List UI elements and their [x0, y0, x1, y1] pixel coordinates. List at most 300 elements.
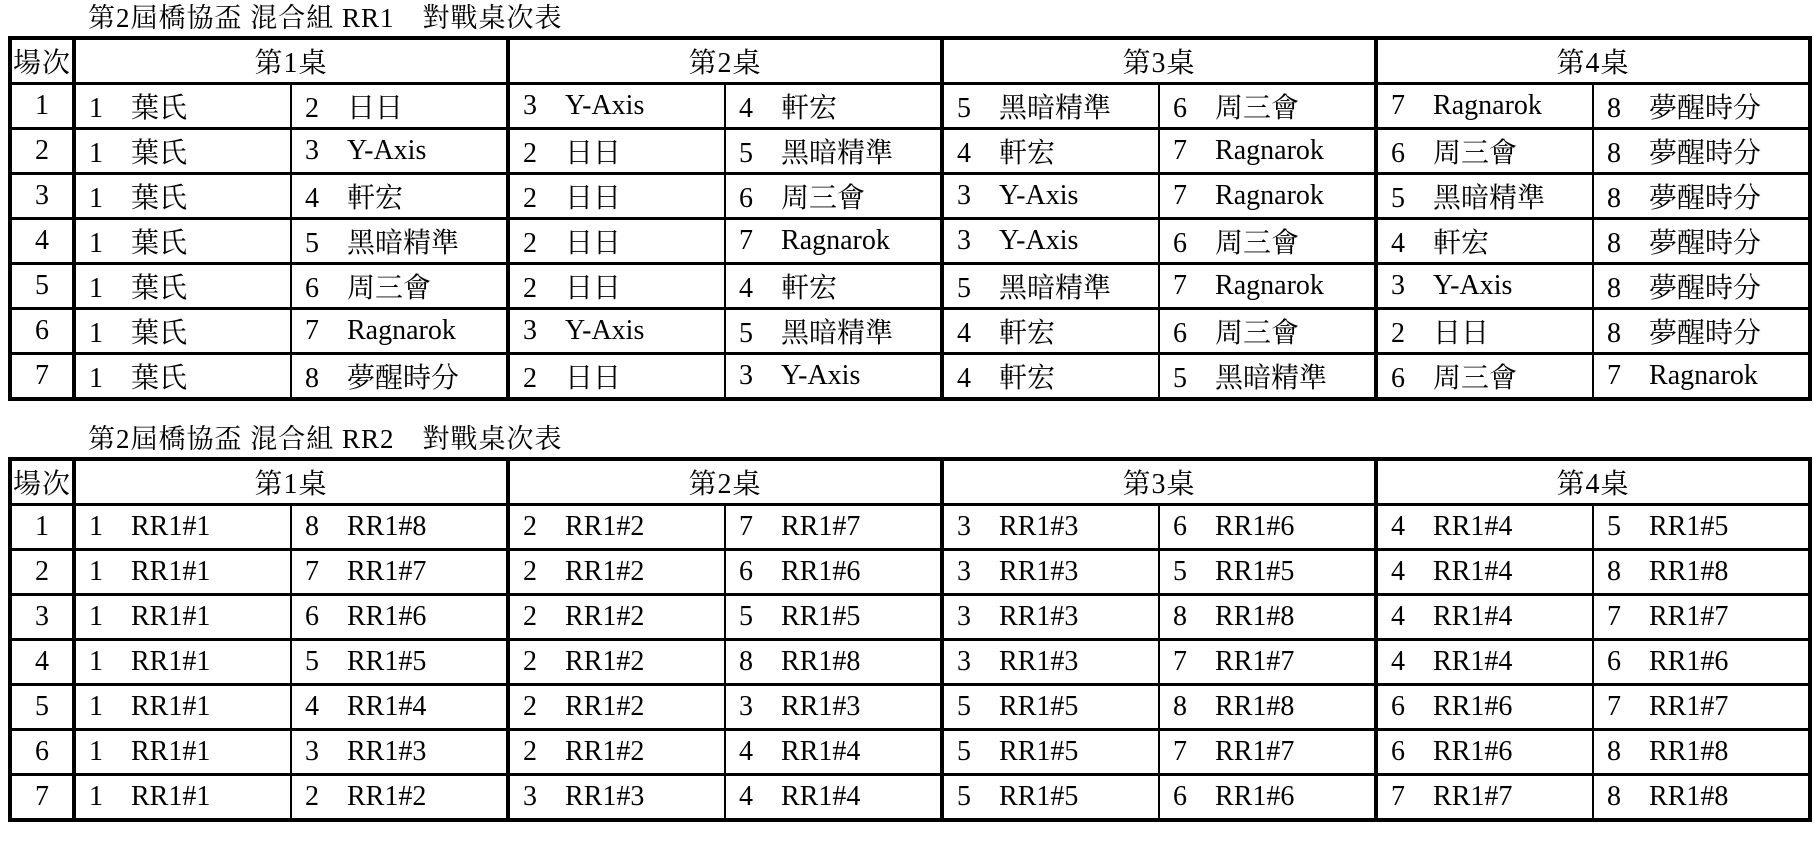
team-name: RR1#6: [1649, 646, 1729, 677]
seat-number: 7: [1607, 360, 1622, 391]
seat-number: 2: [523, 363, 538, 394]
team-name: RR1#8: [1649, 781, 1729, 812]
team-name: 日日: [565, 183, 622, 214]
seat-number: 8: [1607, 93, 1622, 124]
team-name: Y-Axis: [565, 90, 645, 121]
seat-cell: [1376, 595, 1593, 640]
seat-cell: [1376, 640, 1593, 685]
seat-cell: [74, 354, 291, 400]
team-name: 周三會: [1433, 138, 1518, 169]
seat-cell: [291, 685, 508, 730]
team-name: Ragnarok: [1215, 180, 1324, 211]
seat-cell: [1376, 775, 1593, 821]
seat-number: 4: [1391, 228, 1406, 259]
seat-number: 4: [957, 363, 972, 394]
team-name: RR1#1: [131, 691, 211, 722]
round-number: 1: [10, 505, 74, 550]
header-row: [10, 459, 1810, 505]
header-row: [10, 38, 1810, 84]
seat-cell: [725, 309, 942, 354]
seat-cell: [1159, 595, 1376, 640]
seat-number: 2: [523, 736, 538, 767]
seat-number: 2: [523, 183, 538, 214]
round-number: 2: [10, 550, 74, 595]
seat-cell: [508, 354, 725, 400]
seat-number: 7: [1173, 180, 1188, 211]
seat-cell: [291, 84, 508, 129]
schedule-row: [10, 309, 1810, 354]
seat-cell: [508, 264, 725, 309]
round-number: 7: [10, 775, 74, 821]
team-name: 日日: [565, 363, 622, 394]
team-name: RR1#8: [1649, 736, 1729, 767]
seat-number: 3: [739, 360, 754, 391]
team-name: Ragnarok: [1215, 270, 1324, 301]
seat-number: 8: [305, 511, 319, 542]
seat-number: 1: [89, 273, 103, 304]
team-name: Ragnarok: [781, 225, 890, 256]
seat-number: 6: [1173, 511, 1188, 542]
seat-number: 8: [1607, 273, 1622, 304]
team-name: 葉氏: [131, 183, 188, 214]
schedule-row: [10, 84, 1810, 129]
round-number: 5: [10, 264, 74, 309]
team-name: 軒宏: [781, 93, 838, 124]
schedule-row: [10, 595, 1810, 640]
seat-cell: [942, 309, 1159, 354]
seat-cell: [725, 84, 942, 129]
seat-number: 7: [305, 315, 319, 346]
seat-cell: [725, 174, 942, 219]
seat-cell: [1593, 219, 1810, 264]
team-name: 葉氏: [131, 138, 188, 169]
seat-cell: [291, 550, 508, 595]
seat-number: 1: [89, 736, 103, 767]
team-name: RR1#5: [781, 601, 861, 632]
seat-number: 6: [739, 183, 754, 214]
seat-number: 2: [523, 138, 538, 169]
team-name: RR1#2: [347, 781, 427, 812]
seat-number: 5: [739, 318, 754, 349]
seat-number: 7: [305, 556, 319, 587]
team-name: RR1#8: [1215, 601, 1295, 632]
seat-number: 1: [89, 228, 103, 259]
seat-number: 4: [739, 736, 754, 767]
seat-number: 1: [89, 93, 103, 124]
seat-cell: [942, 640, 1159, 685]
seat-cell: [1159, 550, 1376, 595]
seat-number: 8: [1607, 228, 1622, 259]
team-name: RR1#6: [1433, 736, 1513, 767]
seat-number: 1: [89, 691, 103, 722]
seat-cell: [508, 309, 725, 354]
seat-number: 4: [1391, 511, 1406, 542]
seat-cell: [942, 219, 1159, 264]
team-name: 日日: [347, 93, 404, 124]
team-name: 黑暗精準: [1215, 363, 1328, 394]
seat-number: 2: [1391, 318, 1406, 349]
seat-cell: [725, 505, 942, 550]
seat-cell: [1593, 129, 1810, 174]
seat-cell: [1593, 174, 1810, 219]
team-name: 夢醒時分: [1649, 318, 1762, 349]
team-name: 夢醒時分: [347, 363, 460, 394]
seat-cell: [1159, 309, 1376, 354]
seat-cell: [725, 640, 942, 685]
seat-cell: [74, 775, 291, 821]
seat-number: 2: [523, 646, 538, 677]
table2-header: 第2桌: [508, 38, 942, 84]
team-name: RR1#3: [999, 511, 1079, 542]
team-name: RR1#5: [999, 781, 1079, 812]
team-name: RR1#3: [999, 646, 1079, 677]
team-name: 軒宏: [999, 363, 1056, 394]
schedule-row: [10, 550, 1810, 595]
seat-number: 2: [305, 781, 319, 812]
schedule-table-rr2: [8, 457, 1812, 822]
team-name: Y-Axis: [781, 360, 861, 391]
table3-header: 第3桌: [942, 459, 1376, 505]
team-name: RR1#8: [1215, 691, 1295, 722]
team-name: RR1#5: [1215, 556, 1295, 587]
seat-number: 2: [523, 511, 538, 542]
seat-number: 8: [1607, 183, 1622, 214]
seat-number: 3: [957, 646, 972, 677]
seat-cell: [1593, 84, 1810, 129]
team-name: 黑暗精準: [999, 93, 1112, 124]
seat-number: 3: [957, 180, 972, 211]
team-name: RR1#1: [131, 556, 211, 587]
team-name: RR1#1: [131, 781, 211, 812]
round-column-header: 場次: [10, 459, 74, 505]
seat-cell: [508, 550, 725, 595]
round-number: 4: [10, 219, 74, 264]
seat-cell: [942, 730, 1159, 775]
team-name: RR1#6: [347, 601, 427, 632]
seat-number: 1: [89, 646, 103, 677]
round-number: 3: [10, 595, 74, 640]
team-name: RR1#8: [1649, 556, 1729, 587]
seat-number: 6: [739, 556, 754, 587]
seat-number: 6: [1391, 736, 1406, 767]
seat-number: 1: [89, 183, 103, 214]
team-name: 黑暗精準: [781, 138, 894, 169]
team-name: 夢醒時分: [1649, 93, 1762, 124]
seat-cell: [508, 595, 725, 640]
seat-cell: [74, 550, 291, 595]
seat-number: 5: [957, 736, 972, 767]
seat-number: 7: [1173, 270, 1188, 301]
seat-number: 4: [739, 93, 754, 124]
team-name: RR1#1: [131, 601, 211, 632]
seat-cell: [942, 174, 1159, 219]
table2-header: 第2桌: [508, 459, 942, 505]
seat-cell: [942, 595, 1159, 640]
team-name: Y-Axis: [999, 180, 1079, 211]
seat-cell: [725, 264, 942, 309]
team-name: 夢醒時分: [1649, 138, 1762, 169]
seat-cell: [942, 685, 1159, 730]
team-name: RR1#8: [781, 646, 861, 677]
seat-number: 8: [305, 363, 319, 394]
team-name: RR1#5: [347, 646, 427, 677]
seat-cell: [1376, 505, 1593, 550]
seat-number: 6: [1391, 138, 1406, 169]
team-name: RR1#8: [347, 511, 427, 542]
seat-number: 3: [957, 556, 972, 587]
seat-cell: [74, 505, 291, 550]
seat-number: 7: [1173, 736, 1188, 767]
team-name: 夢醒時分: [1649, 183, 1762, 214]
seat-cell: [74, 685, 291, 730]
seat-number: 7: [1607, 691, 1622, 722]
team-name: 日日: [565, 273, 622, 304]
seat-number: 4: [1391, 646, 1406, 677]
seat-number: 3: [957, 511, 972, 542]
schedule-row: [10, 685, 1810, 730]
seat-number: 6: [1391, 691, 1406, 722]
table1-header: 第1桌: [74, 38, 508, 84]
team-name: 葉氏: [131, 93, 188, 124]
seat-number: 8: [739, 646, 754, 677]
seat-cell: [74, 84, 291, 129]
team-name: 葉氏: [131, 273, 188, 304]
team-name: 日日: [1433, 318, 1490, 349]
team-name: 葉氏: [131, 363, 188, 394]
seat-number: 5: [1173, 556, 1188, 587]
team-name: 葉氏: [131, 318, 188, 349]
seat-cell: [1159, 640, 1376, 685]
round-number: 6: [10, 730, 74, 775]
seat-number: 1: [89, 601, 103, 632]
seat-cell: [725, 219, 942, 264]
seat-number: 8: [1607, 736, 1622, 767]
team-name: RR1#2: [565, 511, 645, 542]
seat-cell: [1376, 730, 1593, 775]
team-name: 周三會: [1215, 318, 1300, 349]
seat-cell: [1593, 595, 1810, 640]
seat-number: 6: [1173, 318, 1188, 349]
seat-cell: [1593, 550, 1810, 595]
seat-cell: [508, 129, 725, 174]
seat-number: 6: [305, 601, 319, 632]
team-name: 軒宏: [347, 183, 404, 214]
seat-number: 4: [957, 138, 972, 169]
team-name: 周三會: [1433, 363, 1518, 394]
team-name: RR1#7: [347, 556, 427, 587]
schedule-section-rr2: [0, 421, 1814, 822]
seat-number: 4: [739, 781, 754, 812]
seat-cell: [1593, 354, 1810, 400]
seat-cell: [1593, 264, 1810, 309]
seat-number: 5: [957, 93, 972, 124]
seat-cell: [1159, 174, 1376, 219]
seat-number: 8: [1607, 318, 1622, 349]
seat-cell: [291, 775, 508, 821]
seat-number: 6: [1607, 646, 1622, 677]
seat-cell: [74, 219, 291, 264]
team-name: 軒宏: [781, 273, 838, 304]
schedule-title-rr1: 第2屆橋協盃 混合組 RR1 對戰桌次表: [88, 3, 563, 33]
seat-cell: [291, 505, 508, 550]
seat-number: 8: [1173, 691, 1188, 722]
seat-number: 4: [739, 273, 754, 304]
table3-header: 第3桌: [942, 38, 1376, 84]
team-name: RR1#2: [565, 691, 645, 722]
seat-cell: [942, 264, 1159, 309]
seat-cell: [291, 354, 508, 400]
seat-cell: [1159, 354, 1376, 400]
team-name: RR1#1: [131, 736, 211, 767]
seat-number: 5: [957, 273, 972, 304]
seat-cell: [1593, 640, 1810, 685]
schedule-row: [10, 505, 1810, 550]
team-name: 周三會: [1215, 228, 1300, 259]
schedule-row: [10, 354, 1810, 400]
seat-number: 6: [1391, 363, 1406, 394]
table4-header: 第4桌: [1376, 38, 1810, 84]
seat-cell: [74, 595, 291, 640]
seat-cell: [1376, 550, 1593, 595]
seat-number: 7: [1391, 90, 1406, 121]
seat-number: 8: [1607, 781, 1622, 812]
seat-number: 6: [1173, 228, 1188, 259]
seat-number: 3: [523, 315, 538, 346]
seat-number: 4: [1391, 556, 1406, 587]
schedule-row: [10, 640, 1810, 685]
seat-cell: [1376, 309, 1593, 354]
seat-number: 6: [1173, 93, 1188, 124]
seat-number: 5: [957, 781, 972, 812]
seat-cell: [725, 595, 942, 640]
seat-number: 8: [1607, 138, 1622, 169]
seat-cell: [725, 775, 942, 821]
team-name: Ragnarok: [347, 315, 456, 346]
team-name: RR1#6: [1215, 511, 1295, 542]
team-name: Y-Axis: [1433, 270, 1513, 301]
seat-number: 5: [305, 646, 319, 677]
team-name: Y-Axis: [347, 135, 427, 166]
team-name: RR1#4: [1433, 556, 1513, 587]
team-name: 周三會: [781, 183, 866, 214]
seat-number: 6: [305, 273, 319, 304]
seat-cell: [291, 640, 508, 685]
seat-cell: [74, 264, 291, 309]
team-name: RR1#7: [1215, 646, 1295, 677]
schedule-row: [10, 775, 1810, 821]
team-name: 日日: [565, 138, 622, 169]
seat-cell: [508, 685, 725, 730]
seat-number: 8: [1173, 601, 1188, 632]
seat-cell: [74, 174, 291, 219]
seat-cell: [942, 550, 1159, 595]
team-name: 軒宏: [1433, 228, 1490, 259]
team-name: RR1#1: [131, 511, 211, 542]
team-name: 夢醒時分: [1649, 228, 1762, 259]
seat-number: 3: [739, 691, 754, 722]
seat-number: 7: [1173, 646, 1188, 677]
seat-cell: [1159, 84, 1376, 129]
seat-number: 7: [1391, 781, 1406, 812]
team-name: RR1#4: [347, 691, 427, 722]
seat-cell: [291, 595, 508, 640]
seat-cell: [291, 219, 508, 264]
team-name: 日日: [565, 228, 622, 259]
seat-cell: [725, 129, 942, 174]
team-name: RR1#6: [1433, 691, 1513, 722]
seat-number: 4: [305, 183, 319, 214]
seat-cell: [725, 685, 942, 730]
seat-cell: [942, 129, 1159, 174]
team-name: RR1#4: [781, 781, 861, 812]
round-number: 5: [10, 685, 74, 730]
team-name: RR1#6: [1215, 781, 1295, 812]
seat-cell: [74, 309, 291, 354]
seat-number: 2: [305, 93, 319, 124]
team-name: RR1#2: [565, 646, 645, 677]
seat-number: 5: [1391, 183, 1406, 214]
seat-cell: [508, 219, 725, 264]
team-name: 葉氏: [131, 228, 188, 259]
seat-number: 3: [957, 601, 972, 632]
seat-number: 3: [1391, 270, 1406, 301]
round-column-header: 場次: [10, 38, 74, 84]
seat-number: 6: [1173, 781, 1188, 812]
seat-cell: [74, 129, 291, 174]
team-name: RR1#3: [565, 781, 645, 812]
team-name: 黑暗精準: [781, 318, 894, 349]
seat-number: 1: [89, 556, 103, 587]
schedule-title-rr2: 第2屆橋協盃 混合組 RR2 對戰桌次表: [88, 424, 563, 454]
seat-cell: [74, 730, 291, 775]
seat-number: 2: [523, 273, 538, 304]
seat-cell: [1593, 309, 1810, 354]
team-name: RR1#3: [781, 691, 861, 722]
seat-number: 1: [89, 138, 103, 169]
seat-number: 3: [957, 225, 972, 256]
seat-cell: [1593, 730, 1810, 775]
team-name: RR1#2: [565, 556, 645, 587]
round-number: 2: [10, 129, 74, 174]
table4-header: 第4桌: [1376, 459, 1810, 505]
seat-number: 8: [1607, 556, 1622, 587]
team-name: 黑暗精準: [999, 273, 1112, 304]
team-name: 黑暗精準: [347, 228, 460, 259]
team-name: Ragnarok: [1433, 90, 1542, 121]
seat-number: 3: [523, 781, 538, 812]
seat-number: 2: [523, 556, 538, 587]
schedule-body-rr2: [10, 505, 1810, 821]
schedule-row: [10, 730, 1810, 775]
schedule-row: [10, 219, 1810, 264]
seat-cell: [508, 730, 725, 775]
schedule-table-rr1: [8, 36, 1812, 401]
seat-number: 2: [523, 691, 538, 722]
seat-cell: [1159, 505, 1376, 550]
seat-cell: [725, 550, 942, 595]
seat-number: 4: [957, 318, 972, 349]
team-name: RR1#3: [999, 601, 1079, 632]
seat-cell: [1376, 129, 1593, 174]
seat-number: 7: [739, 511, 754, 542]
seat-number: 2: [523, 228, 538, 259]
seat-cell: [1159, 730, 1376, 775]
seat-cell: [1376, 84, 1593, 129]
seat-cell: [508, 505, 725, 550]
seat-cell: [74, 640, 291, 685]
seat-number: 1: [89, 781, 103, 812]
schedule-row: [10, 129, 1810, 174]
